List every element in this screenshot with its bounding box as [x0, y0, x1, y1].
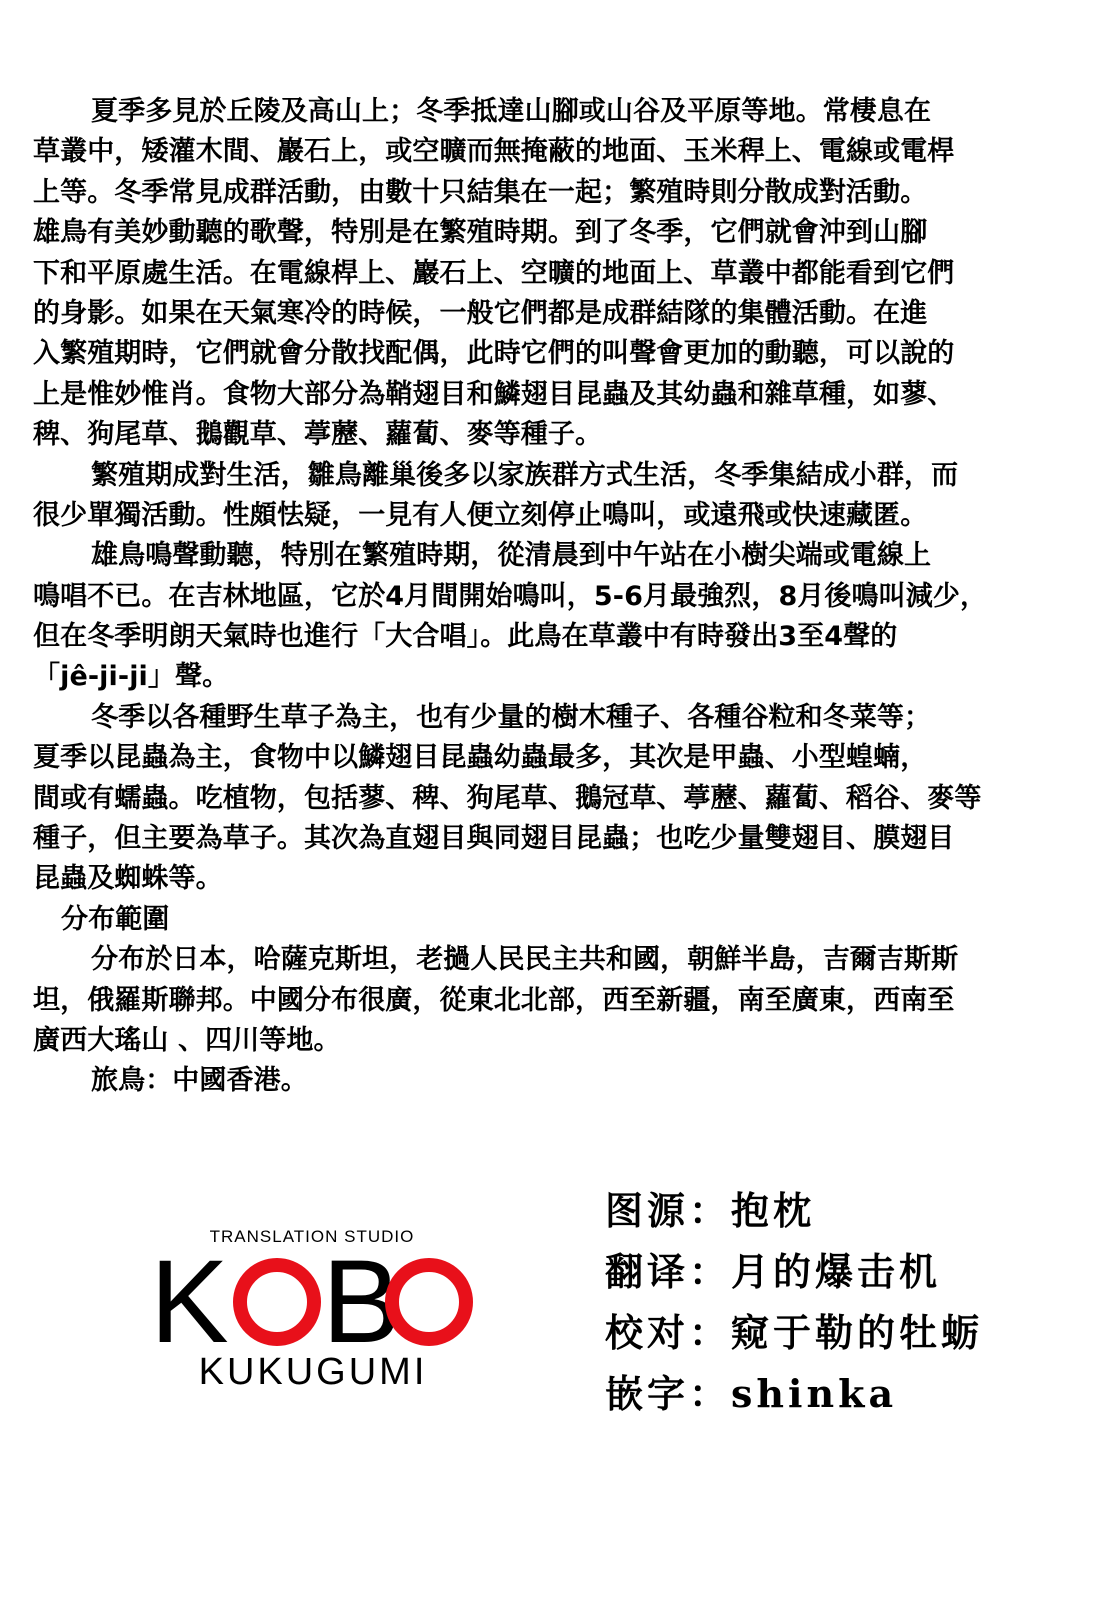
credit-separator: ：: [689, 1249, 732, 1294]
logo-sub-label: KUKUGUMI: [198, 1351, 428, 1392]
text-line: 種子，但主要為草子。其次為直翅目與同翅目昆蟲；也吃少量雙翅目、膜翅目: [33, 823, 955, 855]
credit-line: [605, 1180, 1085, 1241]
credit-value: shinka: [731, 1371, 898, 1416]
text-line: 間或有蠕蟲。吃植物，包括蓼、稗、狗尾草、鵝冠草、葶藶、蘿蔔、稻谷、麥等: [33, 782, 982, 814]
text-line: 坦，俄羅斯聯邦。中國分布很廣，從東北北部，西至新疆，南至廣東，西南至: [33, 984, 955, 1016]
credit-label: 翻译: [605, 1249, 690, 1294]
kobo-logo: [140, 1222, 490, 1392]
credit-value: 抱枕: [731, 1188, 816, 1233]
text-line: 上是惟妙惟肖。食物大部分為鞘翅目和鱗翅目昆蟲及其幼蟲和雜草種，如蓼、: [33, 378, 955, 410]
credit-value: 窥于勒的牡蛎: [731, 1310, 984, 1355]
text-line: 鳴唱不已。在吉林地區，它於4月間開始鳴叫，5-6月最強烈，8月後鳴叫減少，: [33, 580, 988, 612]
credit-separator: ：: [689, 1371, 732, 1416]
credit-line: [605, 1302, 1085, 1363]
text-line: 分布於日本，哈薩克斯坦，老撾人民民主共和國，朝鮮半島，吉爾吉斯斯: [91, 944, 959, 976]
credit-value: 月的爆击机: [731, 1249, 942, 1294]
logo-letter-o2: O: [383, 1236, 475, 1368]
text-line: 稗、狗尾草、鵝觀草、葶藶、蘿蔔、麥等種子。: [33, 419, 603, 451]
text-line: 旅鳥：中國香港。: [91, 1065, 308, 1097]
section-heading: 分布範圍: [61, 903, 170, 935]
credit-separator: ：: [689, 1310, 732, 1355]
credits-block: [605, 1180, 1085, 1424]
text-line: 但在冬季明朗天氣時也進行「大合唱」。此鳥在草叢中有時發出3至4聲的: [33, 621, 898, 653]
text-line: 夏季以昆蟲為主，食物中以鱗翅目昆蟲幼蟲最多，其次是甲蟲、小型蝗蝻，: [33, 742, 928, 774]
document-body: [33, 92, 1083, 1102]
text-line: 草叢中，矮灌木間、巖石上，或空曠而無掩蔽的地面、玉米稈上、電線或電桿: [33, 136, 955, 168]
text-line: 雄鳥鳴聲動聽，特別在繁殖時期，從清晨到中午站在小樹尖端或電線上: [91, 540, 932, 572]
credit-label: 嵌字: [605, 1371, 690, 1416]
text-line: 很少單獨活動。性頗怯疑，一見有人便立刻停止鳴叫，或遠飛或快速藏匿。: [33, 499, 928, 531]
text-line: 入繁殖期時，它們就會分散找配偶，此時它們的叫聲會更加的動聽，可以說的: [33, 338, 955, 370]
text-line: 上等。冬季常見成群活動，由數十只結集在一起；繁殖時則分散成對活動。: [33, 176, 928, 208]
text-line: 繁殖期成對生活，雛鳥離巢後多以家族群方式生活，冬季集結成小群，而: [91, 459, 959, 491]
logo-letter-o: O: [231, 1236, 323, 1368]
text-line: 的身影。如果在天氣寒冷的時候，一般它們都是成群結隊的集體活動。在進: [33, 297, 928, 329]
text-line: 下和平原處生活。在電線桿上、巖石上、空曠的地面上、草叢中都能看到它們: [33, 257, 955, 289]
text-line: 廣西大瑤山 、四川等地。: [33, 1024, 341, 1056]
credit-line: [605, 1363, 1085, 1424]
logo-letter-b: B: [322, 1236, 401, 1368]
text-line: 冬季以各種野生草子為主，也有少量的樹木種子、各種谷粒和冬菜等；: [91, 701, 932, 733]
text-line: 昆蟲及蜘蛛等。: [33, 863, 223, 895]
credit-line: [605, 1241, 1085, 1302]
logo-letter-k: K: [150, 1236, 229, 1368]
credit-label: 校对: [605, 1310, 690, 1355]
credit-label: 图源: [605, 1188, 690, 1233]
credit-separator: ：: [689, 1188, 732, 1233]
text-line: 夏季多見於丘陵及高山上；冬季抵達山腳或山谷及平原等地。常棲息在: [91, 96, 932, 127]
text-line: 「jê-ji-ji」聲。: [33, 661, 230, 693]
text-line: 雄鳥有美妙動聽的歌聲，特別是在繁殖時期。到了冬季，它們就會沖到山腳: [33, 217, 928, 249]
logo-studio-label: TRANSLATION STUDIO: [209, 1227, 415, 1246]
